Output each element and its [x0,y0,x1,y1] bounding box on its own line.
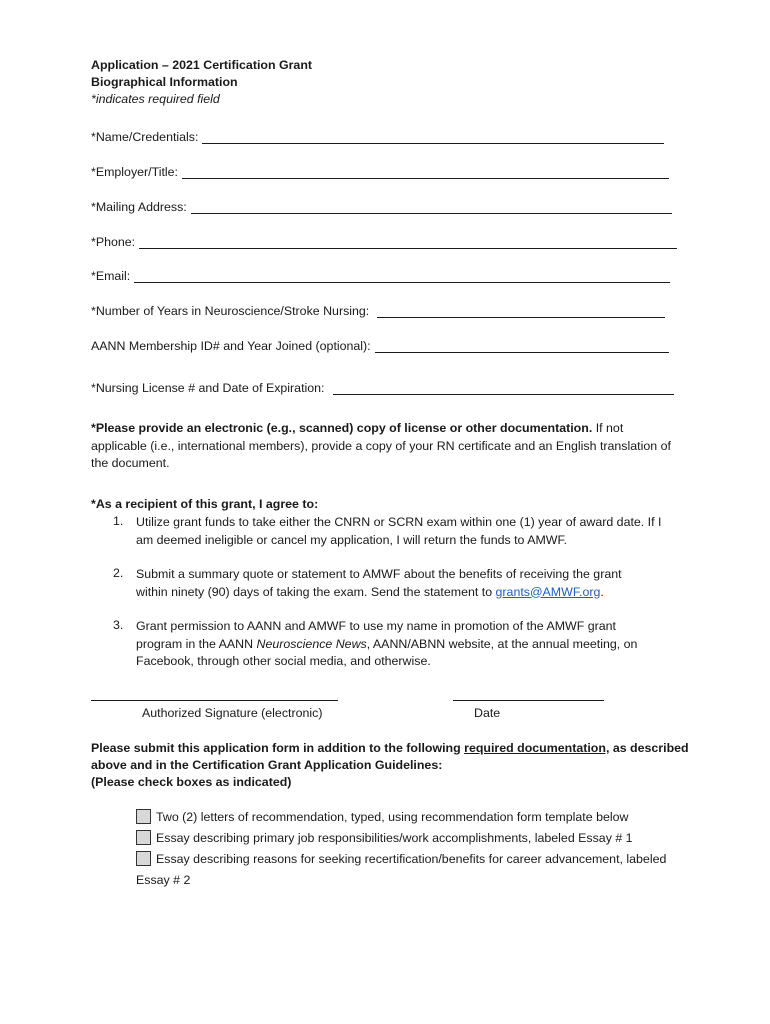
agreement-item-3 [136,618,656,671]
field-label: *Email: [91,269,131,283]
membership-id-input-line[interactable] [375,340,669,353]
license-note-rest: If not applicable (i.e., international members), provide a copy of your RN certificate and an English translation of the document. [91,421,671,470]
agreement-number: 3. [113,618,124,632]
field-label: *Employer/Title: [91,165,178,179]
form-subtitle: Biographical Information [91,75,238,89]
date-label: Date [474,706,501,720]
signature-line[interactable] [91,699,338,701]
date-line[interactable] [453,699,604,701]
grants-email-link[interactable]: grants@AMWF.org [495,584,601,599]
phone-field[interactable] [91,231,677,249]
mailing-address-input-line[interactable] [191,201,672,214]
submit-instructions-line2: above and in the Certification Grant Application Guidelines: [91,758,443,772]
years-nursing-field[interactable] [91,300,665,318]
nursing-license-input-line[interactable] [333,382,674,395]
agreement-item-2-period: . [600,584,604,599]
agreement-item-2 [136,566,651,601]
agreement-item-3-rest: , AANN/ABNN website, at the annual meeting, on Facebook, through other social media, and otherwise. [136,636,638,668]
membership-id-field[interactable] [91,335,669,353]
form-title: Application – 2021 Certification Grant [91,58,313,72]
checklist-item-3: Essay describing reasons for seeking recertification/benefits for career advancement, labeled [156,852,667,866]
essay-1-checkbox[interactable] [136,830,151,845]
nursing-license-field[interactable] [91,377,674,395]
field-label: *Number of Years in Neuroscience/Stroke Nursing: [91,304,370,318]
newsletter-title: Neuroscience News [256,636,367,651]
years-nursing-input-line[interactable] [377,305,665,318]
agreement-item-1: Utilize grant funds to take either the CNRN or SCRN exam within one (1) year of award date. If I am deemed ineligible or cancel my application, I will return the funds to AMWF. [136,515,662,547]
required-documentation: required documentation, [464,741,610,755]
email-field[interactable] [91,265,670,283]
field-label: *Phone: [91,235,136,249]
checklist-item-1: Two (2) letters of recommendation, typed, using recommendation form template below [156,810,629,824]
employer-title-field[interactable] [91,161,669,179]
submit-instructions-line3: (Please check boxes as indicated) [91,775,292,789]
submit-instructions-line1 [91,740,689,758]
agreement-heading: *As a recipient of this grant, I agree to: [91,497,319,511]
recommendation-letters-checkbox[interactable] [136,809,151,824]
field-label: *Mailing Address: [91,200,187,214]
checklist-item-2: Essay describing primary job responsibilities/work accomplishments, labeled Essay # 1 [156,831,633,845]
agreement-number: 1. [113,514,124,528]
submit-text: Please submit this application form in addition to the following [91,741,465,755]
phone-input-line[interactable] [139,236,677,249]
license-note [91,420,681,473]
checklist-item-3-continuation: Essay # 2 [136,873,191,887]
agreement-item-3-text: Grant permission to AANN and AMWF to use my name in promotion of the AMWF grant program in the AANN [136,619,616,651]
submit-text-after: as described [609,741,689,755]
required-note: *indicates required field [91,92,220,106]
agreement-item-2-text: Submit a summary quote or statement to AMWF about the benefits of receiving the grant within ninety (90) days of taking the exam. Send the statement to [136,567,622,599]
name-credentials-input-line[interactable] [202,131,664,144]
email-input-line[interactable] [134,270,670,283]
mailing-address-field[interactable] [91,196,672,214]
employer-title-input-line[interactable] [182,166,669,179]
field-label: *Nursing License # and Date of Expiration: [91,381,325,395]
agreement-number: 2. [113,566,124,580]
signature-label: Authorized Signature (electronic) [142,706,323,720]
field-label: *Name/Credentials: [91,130,199,144]
name-credentials-field[interactable] [91,126,664,144]
field-label: AANN Membership ID# and Year Joined (optional): [91,339,371,353]
license-note-bold: *Please provide an electronic (e.g., scanned) copy of license or other documentation. [91,421,593,435]
essay-2-checkbox[interactable] [136,851,151,866]
